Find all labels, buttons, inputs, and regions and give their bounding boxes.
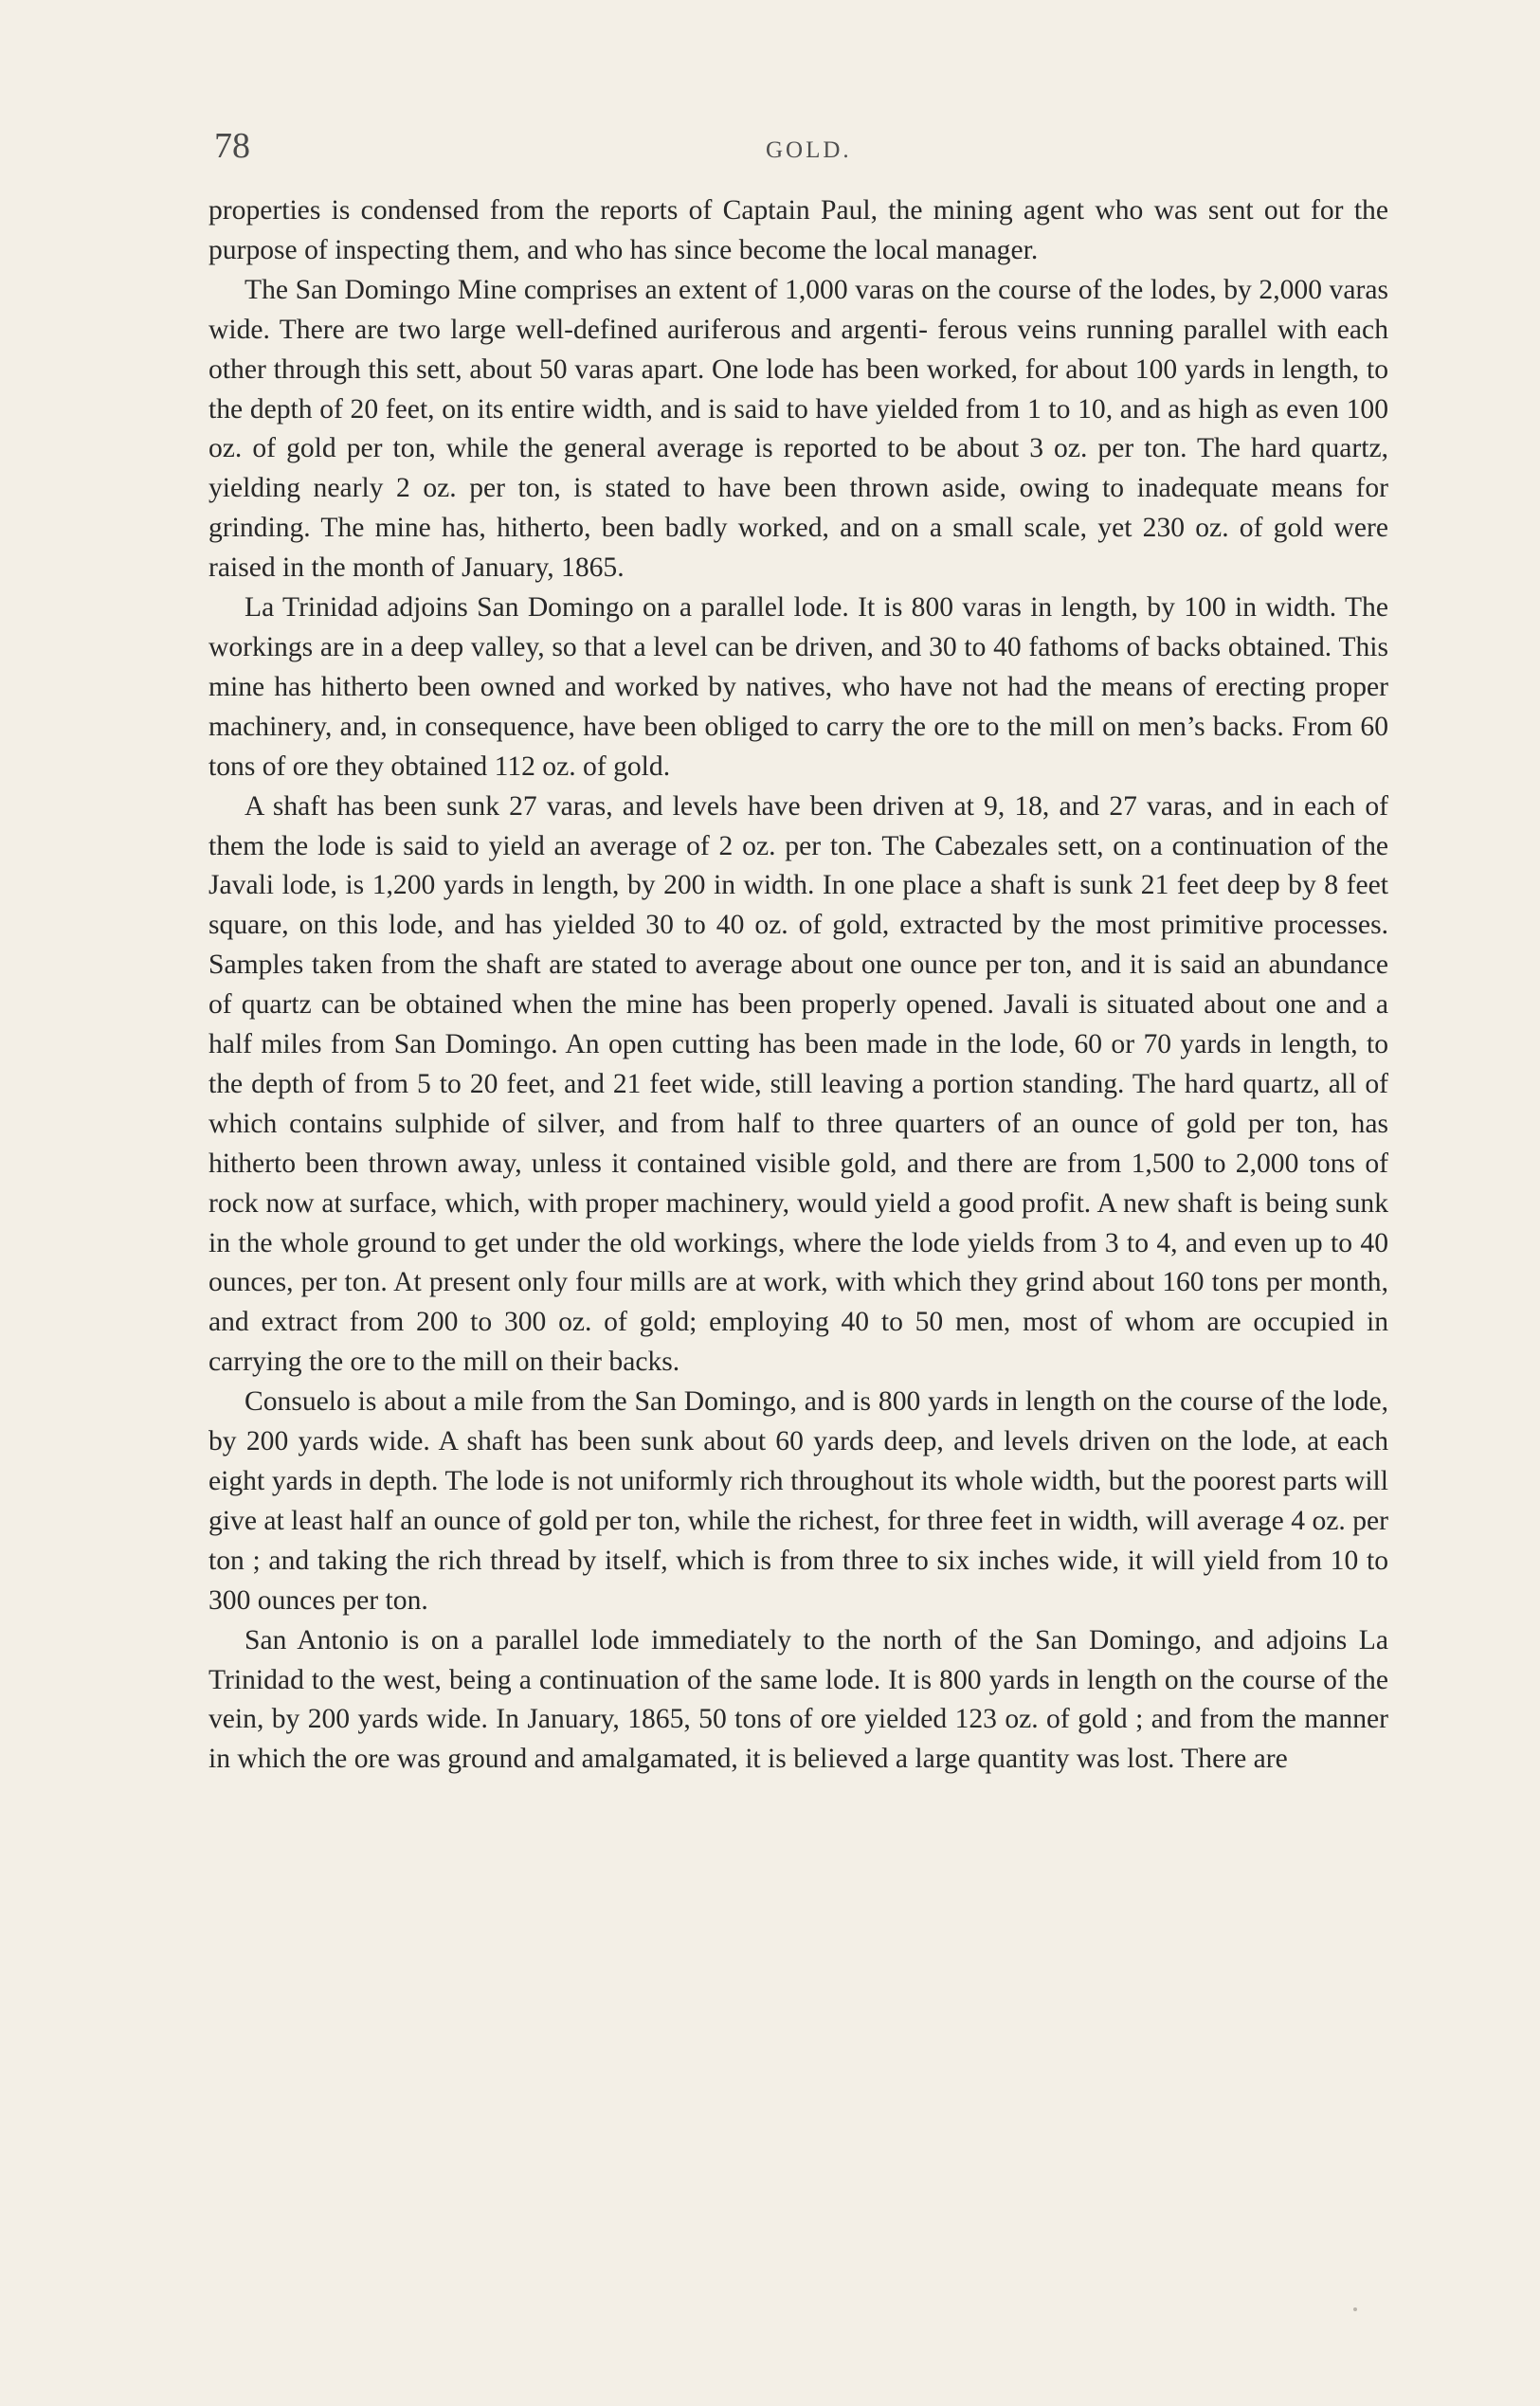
paragraph-san-domingo: The San Domingo Mine comprises an extent of 1,000 varas on the course of the lodes, by 2,000 varas wide. There are two large well-defined auriferous and argenti- ferous veins running parallel with each other through this sett, about 50 varas apart. One lode has been worked, for about 100 yards in length, to the depth of 20 feet, on its entire width, and is said to have yielded from 1 to 10, and as high as even 100 oz. of gold per ton, while the general average is reported to be about 3 oz. per ton. The hard quartz, yielding nearly 2 oz. per ton, is stated to have been thrown aside, owing to inadequate means for grinding. The mine has, hitherto, been badly worked, and on a small scale, yet 230 oz. of gold were raised in the month of January, 1865. bbox=[208, 274, 1388, 584]
paragraph-san-antonio: San Antonio is on a parallel lode immediately to the north of the San Domingo, and adjoins La Trinidad to the west, being a continuation of the same lode. It is 800 yards in length on the course of the vein, by 200 yards wide. In January, 1865, 50 tons of ore yielded 123 oz. of gold ; and from the manner in which the ore was ground and amalgamated, it is believed a large quantity was lost. There are bbox=[208, 1624, 1388, 1775]
paragraph-shaft-cabezales-javali: A shaft has been sunk 27 varas, and levels have been driven at 9, 18, and 27 varas, and in each of them the lode is said to yield an average of 2 oz. per ton. The Cabezales sett, on a continuation of the Javali lode, is 1,200 yards in length, by 200 in width. In one place a shaft is sunk 21 feet deep by 8 feet square, on this lode, and has yielded 30 to 40 oz. of gold, extracted by the most primitive processes. Samples taken from the shaft are stated to average about one ounce per ton, and it is said an abundance of quartz can be obtained when the mine has been properly opened. Javali is situated about one and a half miles from San Domingo. An open cutting has been made in the lode, 60 or 70 yards in length, to the depth of from 5 to 20 feet, and 21 feet wide, still leaving a portion standing. The hard quartz, all of which contains sulphide of silver, and from half to three quarters of an ounce of gold per ton, has hitherto been thrown away, unless it contained visible gold, and there are from 1,500 to 2,000 tons of rock now at surface, which, with proper machinery, would yield a good profit. A new shaft is being sunk in the whole ground to get under the old workings, where the lode yields from 3 to 4, and even up to 40 ounces, per ton. At present only four mills are at work, with which they grind about 160 tons per month, and extract from 200 to 300 oz. of gold; employing 40 to 50 men, most of whom are occupied in carrying the ore to the mill on their backs. bbox=[208, 790, 1388, 1378]
page-number: 78 bbox=[214, 126, 250, 166]
running-head: GOLD. bbox=[766, 137, 852, 163]
page-header bbox=[207, 121, 1386, 169]
paragraph-consuelo: Consuelo is about a mile from the San Domingo, and is 800 yards in length on the course of the lode, by 200 yards wide. A shaft has been sunk about 60 yards deep, and levels driven on the lode, at each eight yards in depth. The lode is not uniformly rich throughout its whole width, but the poorest parts will give at least half an ounce of gold per ton, while the richest, for three feet in width, will average 4 oz. per ton ; and taking the rich thread by itself, which is from three to six inches wide, it will yield from 10 to 300 ounces per ton. bbox=[208, 1386, 1388, 1616]
scan-speck bbox=[1353, 2307, 1357, 2311]
body-text bbox=[208, 191, 1388, 1780]
paragraph-continued-properties: properties is condensed from the reports of Captain Paul, the mining agent who was sent out for the purpose of inspecting them, and who has since become the local manager. bbox=[208, 195, 1388, 265]
paragraph-la-trinidad: La Trinidad adjoins San Domingo on a parallel lode. It is 800 varas in length, by 100 in width. The workings are in a deep valley, so that a level can be driven, and 30 to 40 fathoms of backs obtained. This mine has hitherto been owned and worked by natives, who have not had the means of erecting proper machinery, and, in consequence, have been obliged to carry the ore to the mill on men’s backs. From 60 tons of ore they obtained 112 oz. of gold. bbox=[208, 592, 1388, 782]
